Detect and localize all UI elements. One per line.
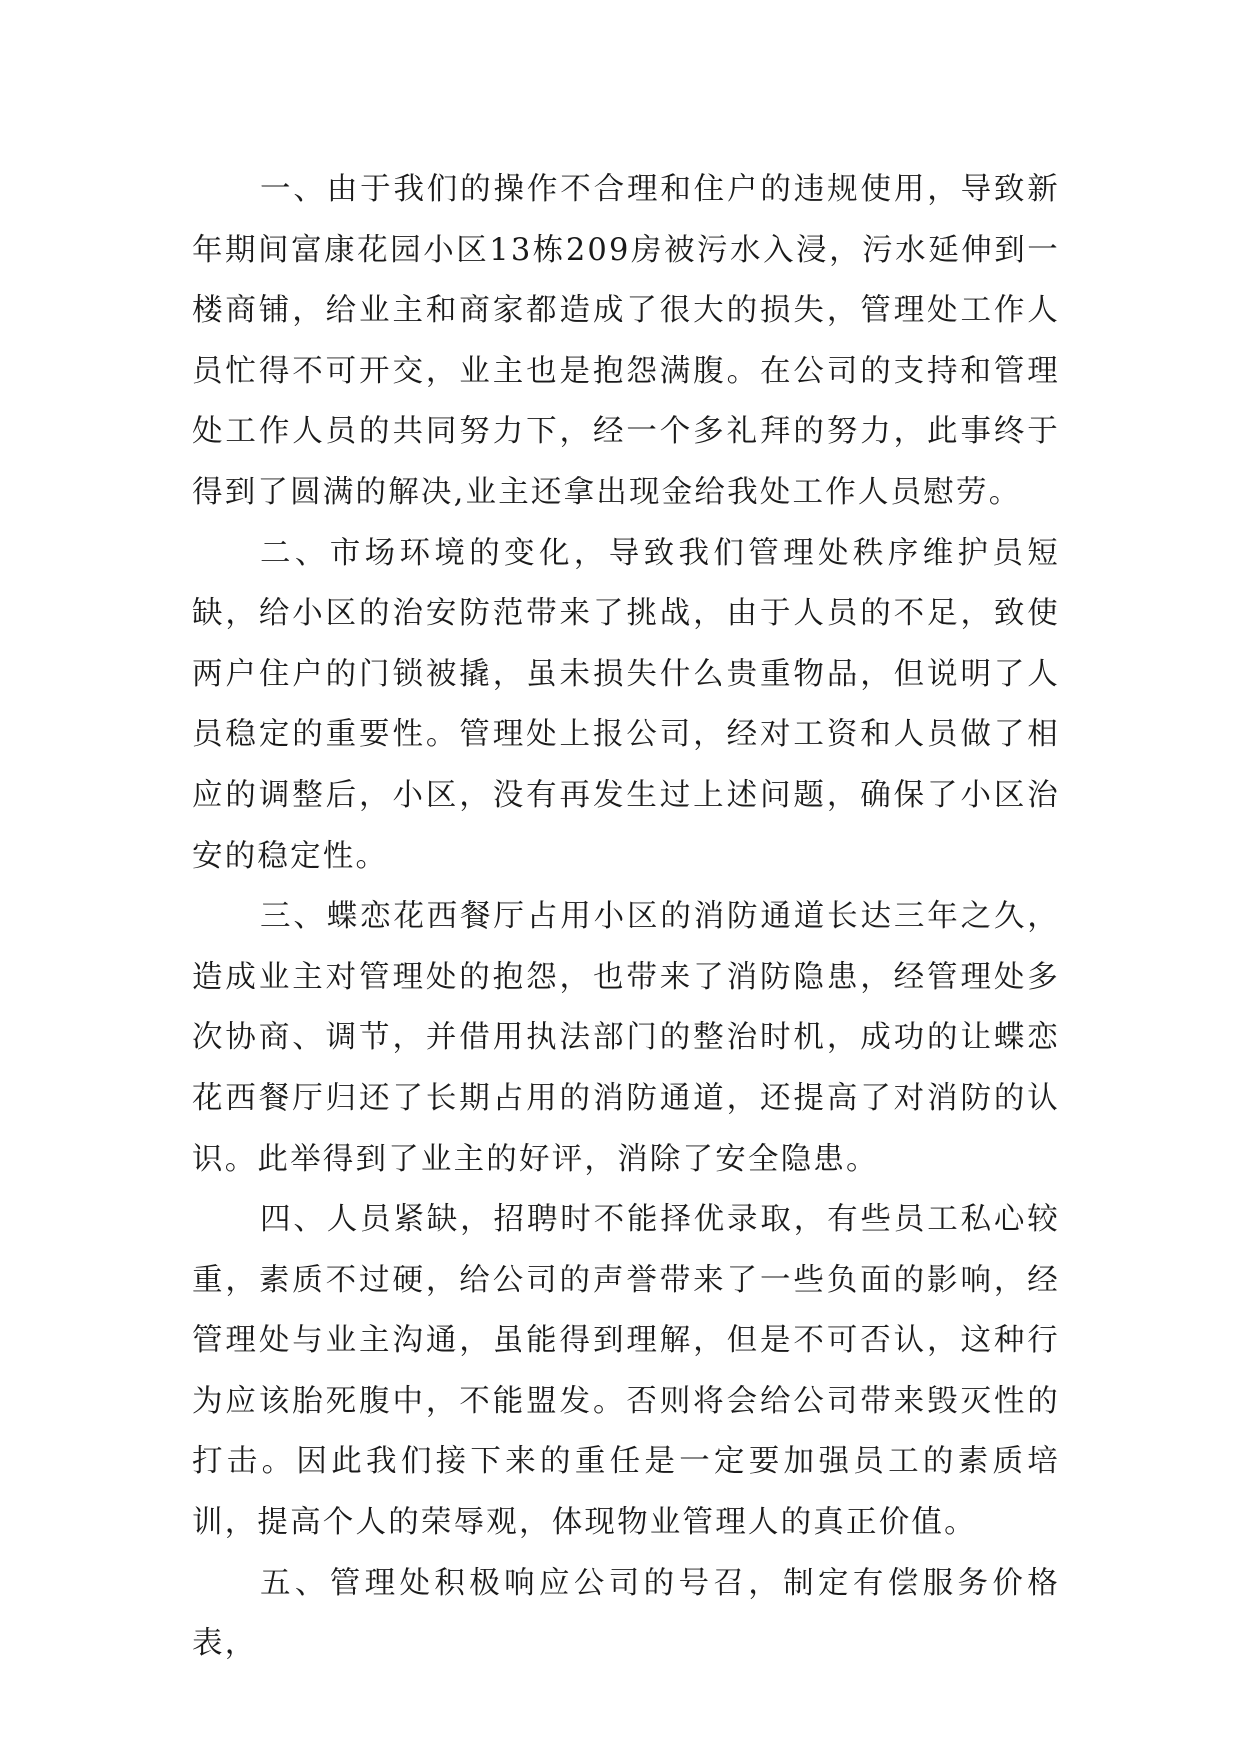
paragraph-5: 五、管理处积极响应公司的号召，制定有偿服务价格表，: [192, 1565, 1060, 1662]
paragraph-2: 二、市场环境的变化，导致我们管理处秩序维护员短缺，给小区的治安防范带来了挑战，由于人员的不足，致使两户住户的门锁被撬，虽未损失什么贵重物品，但说明了人员稳定的重要性。管理处上报公司，经对工资和人员做了相应的调整后，小区，没有再发生过上述问题，确保了小区治安的稳定性。: [192, 535, 1060, 874]
paragraph-4: 四、人员紧缺，招聘时不能择优录取，有些员工私心较重，素质不过硬，给公司的声誉带来了一些负面的影响，经管理处与业主沟通，虽能得到理解，但是不可否认，这种行为应该胎死腹中，不能盟发。否则将会给公司带来毁灭性的打击。因此我们接下来的重任是一定要加强员工的素质培训，提高个人的荣辱观，体现物业管理人的真正价值。: [192, 1202, 1060, 1541]
document-body: [192, 160, 1060, 1675]
paragraph-1: 一、由于我们的操作不合理和住户的违规使用，导致新年期间富康花园小区13栋209房被污水入浸，污水延伸到一楼商铺，给业主和商家都造成了很大的损失，管理处工作人员忙得不可开交，业主也是抱怨满腹。在公司的支持和管理处工作人员的共同努力下，经一个多礼拜的努力，此事终于得到了圆满的解决,业主还拿出现金给我处工作人员慰劳。: [192, 172, 1060, 510]
paragraph-3: 三、蝶恋花西餐厅占用小区的消防通道长达三年之久，造成业主对管理处的抱怨，也带来了消防隐患，经管理处多次协商、调节，并借用执法部门的整治时机，成功的让蝶恋花西餐厅归还了长期占用的消防通道，还提高了对消防的认识。此举得到了业主的好评，消除了安全隐患。: [192, 899, 1060, 1177]
